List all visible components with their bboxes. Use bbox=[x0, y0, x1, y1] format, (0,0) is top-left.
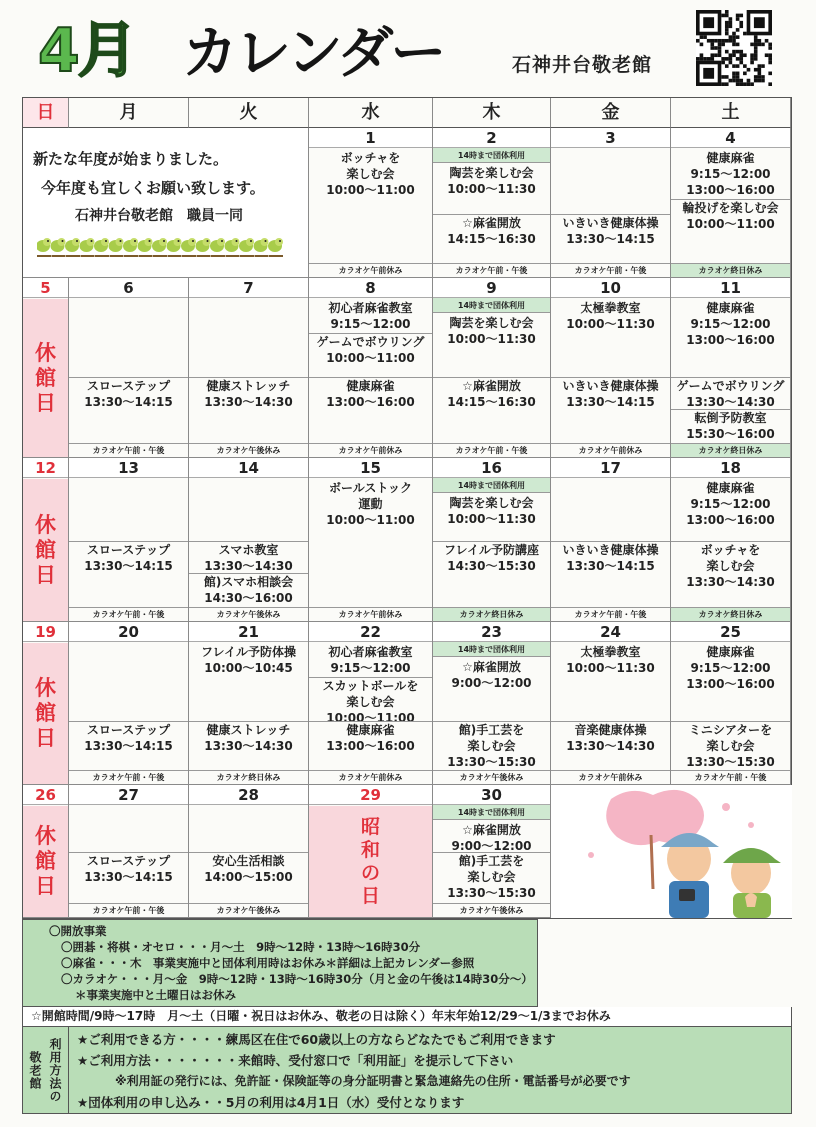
day-cell[interactable] bbox=[69, 278, 189, 458]
date-number: 23 bbox=[433, 622, 550, 642]
day-cell[interactable] bbox=[189, 278, 309, 458]
date-number: 26 bbox=[23, 785, 68, 805]
event[interactable]: ☆麻雀開放 9:00～12:00 bbox=[451, 823, 532, 853]
event[interactable]: 健康麻雀 9:15～12:00 13:00～16:00 bbox=[686, 301, 775, 347]
usage-eligibility: ★ご利用できる方・・・・練馬区在住で60歳以上の方ならどなたでもご利用できます bbox=[77, 1032, 556, 1047]
event[interactable]: 健康麻雀 13:00～16:00 bbox=[309, 721, 432, 754]
day-cell[interactable] bbox=[189, 622, 309, 785]
event[interactable]: 陶芸を楽しむ会 10:00～11:30 bbox=[447, 316, 536, 346]
weekday-header: 木 bbox=[433, 98, 551, 128]
date-number: 30 bbox=[433, 785, 550, 805]
event[interactable]: 健康麻雀 9:15～12:00 13:00～16:00 bbox=[686, 151, 775, 197]
usage-side-label bbox=[23, 1027, 69, 1113]
day-cell[interactable] bbox=[309, 278, 433, 458]
karaoke-note: カラオケ終日休み bbox=[671, 607, 790, 621]
group-use-tag: 14時まで団体利用 bbox=[433, 642, 550, 657]
weekday-header: 土 bbox=[671, 98, 791, 128]
event[interactable]: 健康ストレッチ 13:30～14:30 bbox=[189, 377, 308, 410]
bird-icon bbox=[167, 238, 182, 256]
date-number: 1 bbox=[309, 128, 432, 148]
karaoke-note: カラオケ午前休み bbox=[551, 770, 670, 784]
event[interactable]: いきいき健康体操 13:30～14:15 bbox=[551, 214, 670, 247]
karaoke-note: カラオケ終日休み bbox=[433, 607, 550, 621]
group-use-tag: 14時まで団体利用 bbox=[433, 805, 550, 820]
date-number: 4 bbox=[671, 128, 790, 148]
event[interactable]: 健康ストレッチ 13:30～14:30 bbox=[189, 721, 308, 754]
weekday-header: 水 bbox=[309, 98, 433, 128]
event[interactable]: フレイル予防講座 14:30～15:30 bbox=[433, 541, 550, 574]
event[interactable]: 陶芸を楽しむ会 10:00～11:30 bbox=[447, 496, 536, 526]
date-number: 8 bbox=[309, 278, 432, 298]
event[interactable]: スマホ教室 13:30～14:30 bbox=[189, 541, 308, 574]
event[interactable]: 初心者麻雀教室 9:15～12:00 bbox=[328, 301, 413, 331]
info-karaoke: 〇カラオケ・・・月～金 9時～12時・13時～16時30分（月と金の午後は14時30分～） bbox=[61, 972, 533, 986]
event[interactable]: スカットボールを 楽しむ会 10:00～11:00 bbox=[309, 677, 432, 726]
event[interactable]: 館)手工芸を 楽しむ会 13:30～15:30 bbox=[433, 721, 550, 770]
karaoke-note: カラオケ午前休み bbox=[309, 607, 432, 621]
event[interactable]: ボールストック 運動 10:00～11:00 bbox=[326, 481, 415, 527]
sunday-cell[interactable] bbox=[23, 458, 69, 622]
bird-icon bbox=[225, 238, 240, 256]
day-cell[interactable] bbox=[69, 785, 189, 918]
date-number: 20 bbox=[69, 622, 188, 642]
sunday-cell[interactable] bbox=[23, 278, 69, 458]
info-go-shogi: 〇囲碁・将棋・オセロ・・・月～土 9時～12時・13時～16時30分 bbox=[61, 940, 421, 954]
day-cell[interactable] bbox=[189, 458, 309, 622]
calendar-title: カレンダー bbox=[182, 21, 444, 86]
bird-icon bbox=[109, 238, 124, 256]
date-number: 29 bbox=[309, 785, 432, 805]
date-number: 14 bbox=[189, 458, 308, 478]
event[interactable]: 安心生活相談 14:00～15:00 bbox=[189, 852, 308, 885]
event[interactable]: 健康麻雀 9:15～12:00 13:00～16:00 bbox=[686, 645, 775, 691]
karaoke-note: カラオケ午後休み bbox=[433, 903, 550, 917]
karaoke-note: カラオケ午前休み bbox=[309, 263, 432, 277]
event[interactable]: ミニシアターを 楽しむ会 13:30～15:30 bbox=[671, 721, 790, 770]
facility-name: 石神井台敬老館 bbox=[512, 54, 653, 76]
bird-icon bbox=[138, 238, 153, 256]
event[interactable]: スローステップ 13:30～14:15 bbox=[69, 721, 188, 754]
event[interactable]: スローステップ 13:30～14:15 bbox=[69, 852, 188, 885]
event[interactable]: スローステップ 13:30～14:15 bbox=[69, 377, 188, 410]
bird-icon bbox=[268, 238, 283, 256]
day-cell[interactable] bbox=[309, 458, 433, 622]
karaoke-note: カラオケ午前休み bbox=[309, 770, 432, 784]
info-heading: 〇開放事業 bbox=[49, 924, 107, 938]
karaoke-note: カラオケ午前・午後 bbox=[69, 770, 188, 784]
greeting-line-2: 今年度も宜しくお願い致します。 bbox=[41, 179, 265, 197]
date-number: 3 bbox=[551, 128, 670, 148]
day-cell[interactable] bbox=[433, 128, 551, 278]
karaoke-note: カラオケ午前・午後 bbox=[69, 607, 188, 621]
bird-icon bbox=[51, 238, 66, 256]
day-cell[interactable] bbox=[433, 622, 551, 785]
usage-id-note: ※利用証の発行には、免許証・保険証等の身分証明書と緊急連絡先の住所・電話番号が必要です bbox=[115, 1074, 631, 1088]
date-number: 6 bbox=[69, 278, 188, 298]
bird-row-illustration bbox=[37, 234, 297, 262]
date-number: 15 bbox=[309, 458, 432, 478]
event[interactable]: 館)手工芸を 楽しむ会 13:30～15:30 bbox=[433, 852, 550, 901]
event[interactable]: ☆麻雀開放 14:15～16:30 bbox=[433, 214, 550, 247]
closed-label: 休 館 日 bbox=[23, 299, 68, 457]
event[interactable]: 健康麻雀 9:15～12:00 13:00～16:00 bbox=[686, 481, 775, 527]
closed-label: 休 館 日 bbox=[23, 806, 68, 917]
event[interactable]: スローステップ 13:30～14:15 bbox=[69, 541, 188, 574]
weekday-header: 金 bbox=[551, 98, 671, 128]
karaoke-note: カラオケ午前・午後 bbox=[671, 770, 790, 784]
bird-icon bbox=[196, 238, 211, 256]
day-cell[interactable] bbox=[671, 458, 791, 622]
event[interactable]: 初心者麻雀教室 9:15～12:00 bbox=[328, 645, 413, 675]
weekday-header: 日 bbox=[23, 98, 69, 128]
month-title: 4月 bbox=[38, 16, 136, 86]
karaoke-note: カラオケ午前・午後 bbox=[433, 443, 550, 457]
weekday-header: 月 bbox=[69, 98, 189, 128]
date-number: 17 bbox=[551, 458, 670, 478]
day-cell[interactable] bbox=[551, 622, 671, 785]
event[interactable]: ゲームでボウリング 13:30～14:30 bbox=[671, 377, 790, 410]
day-cell[interactable] bbox=[309, 128, 433, 278]
event[interactable]: 健康麻雀 13:00～16:00 bbox=[309, 377, 432, 410]
day-cell[interactable] bbox=[671, 128, 791, 278]
karaoke-note: カラオケ午前・午後 bbox=[69, 443, 188, 457]
karaoke-note: カラオケ午前・午後 bbox=[551, 263, 670, 277]
opening-hours: ☆開館時間/9時～17時 月～土（日曜・祝日はお休み、敬老の日は除く）年末年始12/29～1/3までお休み bbox=[22, 1007, 792, 1027]
qr-code-icon[interactable] bbox=[696, 10, 772, 86]
event[interactable]: 館)スマホ相談会 14:30～16:00 bbox=[189, 573, 308, 606]
karaoke-note: カラオケ終日休み bbox=[189, 770, 308, 784]
date-number: 28 bbox=[189, 785, 308, 805]
bird-icon bbox=[239, 238, 254, 256]
karaoke-note: カラオケ終日休み bbox=[671, 443, 790, 457]
karaoke-note: カラオケ終日休み bbox=[671, 263, 790, 277]
day-cell[interactable] bbox=[671, 622, 791, 785]
date-number: 19 bbox=[23, 622, 68, 642]
sunday-cell[interactable] bbox=[23, 785, 69, 918]
event[interactable]: ゲームでボウリング 10:00～11:00 bbox=[309, 333, 432, 366]
day-cell[interactable] bbox=[671, 278, 791, 458]
karaoke-note: カラオケ午後休み bbox=[433, 770, 550, 784]
usage-side-label-b: 利用方法の bbox=[48, 1037, 62, 1103]
greeting-message bbox=[23, 128, 309, 278]
usage-panel bbox=[22, 1027, 792, 1114]
day-cell[interactable] bbox=[551, 458, 671, 622]
bird-icon bbox=[80, 238, 95, 256]
holiday-cell[interactable] bbox=[309, 785, 433, 918]
event[interactable]: ボッチャを 楽しむ会 13:30～14:30 bbox=[671, 541, 790, 590]
event[interactable]: 太極拳教室 10:00～11:30 bbox=[566, 301, 655, 331]
karaoke-note: カラオケ午前・午後 bbox=[551, 607, 670, 621]
usage-method: ★ご利用方法・・・・・・・来館時、受付窓口で「利用証」を提示して下さい bbox=[77, 1053, 514, 1068]
usage-side-label-a: 敬老館 bbox=[28, 1050, 42, 1090]
bird-icon bbox=[65, 238, 80, 256]
event[interactable]: 輪投げを楽しむ会 10:00～11:00 bbox=[671, 199, 790, 232]
bird-icon bbox=[123, 238, 138, 256]
date-number: 11 bbox=[671, 278, 790, 298]
day-cell[interactable] bbox=[309, 622, 433, 785]
date-number: 24 bbox=[551, 622, 670, 642]
date-number: 22 bbox=[309, 622, 432, 642]
event[interactable]: いきいき健康体操 13:30～14:15 bbox=[551, 377, 670, 410]
event[interactable]: 太極拳教室 10:00～11:30 bbox=[566, 645, 655, 675]
karaoke-note: カラオケ午前・午後 bbox=[433, 263, 550, 277]
event[interactable]: 転倒予防教室 15:30～16:00 bbox=[671, 409, 790, 442]
date-number: 2 bbox=[433, 128, 550, 148]
sunday-cell[interactable] bbox=[23, 622, 69, 785]
usage-group-booking: ★団体利用の申し込み・・5月の利用は4月1日（水）受付となります bbox=[77, 1095, 465, 1110]
group-use-tag: 14時まで団体利用 bbox=[433, 148, 550, 163]
date-number: 10 bbox=[551, 278, 670, 298]
open-programs-panel bbox=[22, 919, 538, 1007]
weekday-header: 火 bbox=[189, 98, 309, 128]
day-cell[interactable] bbox=[433, 278, 551, 458]
karaoke-note: カラオケ午前休み bbox=[551, 443, 670, 457]
day-cell[interactable] bbox=[551, 278, 671, 458]
day-cell[interactable] bbox=[551, 128, 671, 278]
info-mahjong: 〇麻雀・・・木 事業実施中と団体利用時はお休み＊詳細は上記カレンダー参照 bbox=[61, 956, 475, 970]
greeting-line-1: 新たな年度が始まりました。 bbox=[33, 150, 229, 168]
day-cell[interactable] bbox=[69, 622, 189, 785]
date-number: 7 bbox=[189, 278, 308, 298]
elderly-couple-illustration bbox=[551, 785, 792, 918]
holiday-label: 昭 和 の 日 bbox=[309, 806, 432, 917]
event[interactable]: ボッチャを 楽しむ会 10:00～11:00 bbox=[326, 151, 415, 197]
closed-label: 休 館 日 bbox=[23, 643, 68, 784]
event[interactable]: 陶芸を楽しむ会 10:00～11:30 bbox=[447, 166, 536, 196]
day-cell[interactable] bbox=[433, 785, 551, 918]
event[interactable]: ☆麻雀開放 14:15～16:30 bbox=[433, 377, 550, 410]
group-use-tag: 14時まで団体利用 bbox=[433, 478, 550, 493]
karaoke-note: カラオケ午後休み bbox=[189, 443, 308, 457]
event[interactable]: 音楽健康体操 13:30～14:30 bbox=[551, 721, 670, 754]
date-number: 18 bbox=[671, 458, 790, 478]
date-number: 12 bbox=[23, 458, 68, 478]
bird-icon bbox=[37, 238, 51, 256]
date-number: 13 bbox=[69, 458, 188, 478]
date-number: 16 bbox=[433, 458, 550, 478]
date-number: 21 bbox=[189, 622, 308, 642]
event[interactable]: いきいき健康体操 13:30～14:15 bbox=[551, 541, 670, 574]
day-cell[interactable] bbox=[69, 458, 189, 622]
event[interactable]: ☆麻雀開放 9:00～12:00 bbox=[451, 660, 532, 690]
date-number: 25 bbox=[671, 622, 790, 642]
bird-icon bbox=[181, 238, 196, 256]
karaoke-note: カラオケ午後休み bbox=[189, 607, 308, 621]
bird-icon bbox=[94, 238, 109, 256]
karaoke-note: カラオケ午前・午後 bbox=[69, 903, 188, 917]
event[interactable]: フレイル予防体操 10:00～10:45 bbox=[201, 645, 296, 675]
calendar-grid bbox=[22, 97, 792, 919]
bird-icon bbox=[152, 238, 167, 256]
date-number: 27 bbox=[69, 785, 188, 805]
day-cell[interactable] bbox=[433, 458, 551, 622]
date-number: 9 bbox=[433, 278, 550, 298]
closed-label: 休 館 日 bbox=[23, 479, 68, 621]
group-use-tag: 14時まで団体利用 bbox=[433, 298, 550, 313]
date-number: 5 bbox=[23, 278, 68, 298]
karaoke-note: カラオケ午前休み bbox=[309, 443, 432, 457]
karaoke-note: カラオケ午後休み bbox=[189, 903, 308, 917]
bird-icon bbox=[210, 238, 225, 256]
day-cell[interactable] bbox=[189, 785, 309, 918]
bird-icon bbox=[254, 238, 269, 256]
info-note: ＊事業実施中と土曜日はお休み bbox=[75, 988, 236, 1002]
greeting-signature: 石神井台敬老館 職員一同 bbox=[75, 208, 243, 224]
